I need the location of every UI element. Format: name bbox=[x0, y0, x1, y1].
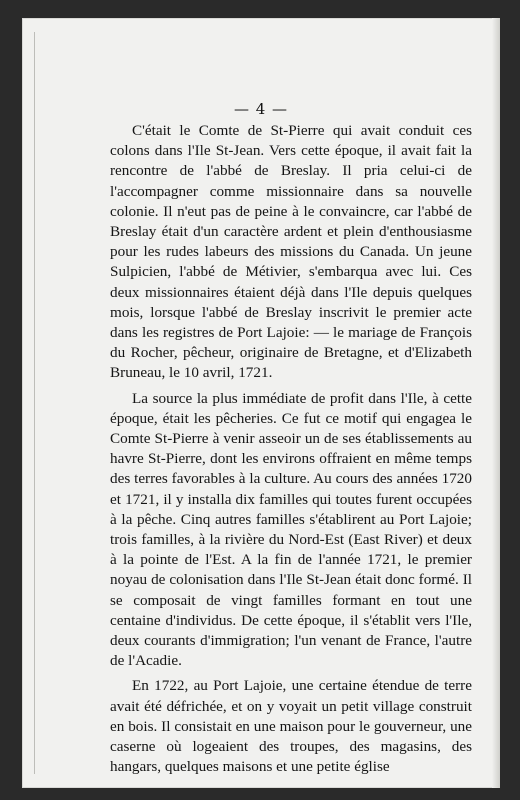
page-edge-shadow bbox=[492, 18, 500, 788]
page-edge-line bbox=[34, 32, 35, 774]
body-text bbox=[110, 121, 472, 778]
paragraph: C'était le Comte de St-Pierre qui avait conduit ces colons dans l'Ile St-Jean. Vers cette époque, il avait fait la rencontre de l'abbé de Breslay. Il pria celui-ci de l'accompagner comme missionnaire dans sa nouvelle colonie. Il n'eut pas de peine à le convaincre, car l'abbé de Breslay était d'un caractère ardent et plein d'enthousiasme pour les rudes labeurs des missions du Canada. Un jeune Sulpicien, l'abbé de Métivier, s'embarqua avec lui. Ces deux missionnaires étaient déjà dans l'Ile depuis quelques mois, lorsque l'abbé de Breslay inscrivit le premier acte dans les registres de Port Lajoie: — le mariage de François du Rocher, pêcheur, originaire de Bretagne, et d'Elizabeth Bruneau, le 10 avril, 1721. bbox=[110, 122, 472, 382]
paragraph: En 1722, au Port Lajoie, une certaine étendue de terre avait été défrichée, et on y voyait un petit village construit en bois. Il consistait en une maison pour le gouverneur, une caserne où logeaient des troupes, des magasins, des hangars, quelques maisons et une petite église bbox=[110, 677, 472, 776]
document-page bbox=[22, 18, 500, 788]
page-number: — 4 — bbox=[233, 100, 289, 118]
faint-stamp-mark bbox=[212, 86, 402, 89]
paragraph: La source la plus immédiate de profit dans l'Ile, à cette époque, était les pêcheries. Ce fut ce motif qui engagea le Comte St-Pierre à venir asseoir un de ses établissements au havre St-Pierre, dont les environs offraient en même temps des terres favorables à la culture. Au cours des années 1720 et 1721, il y installa dix familles qui toutes furent occupées à la pêche. Cinq autres familles s'établirent au Port Lajoie; trois familles, à la rivière du Nord-Est (East River) et deux à la pointe de l'Est. A la fin de l'année 1721, le premier noyau de colonisation dans l'Ile St-Jean était donc formé. Il se composait de vingt familles formant en tout une centaine d'individus. De cette époque, il s'établit vers l'Ile, deux courants d'immigration; l'un venant de France, l'autre de l'Acadie. bbox=[110, 389, 472, 670]
